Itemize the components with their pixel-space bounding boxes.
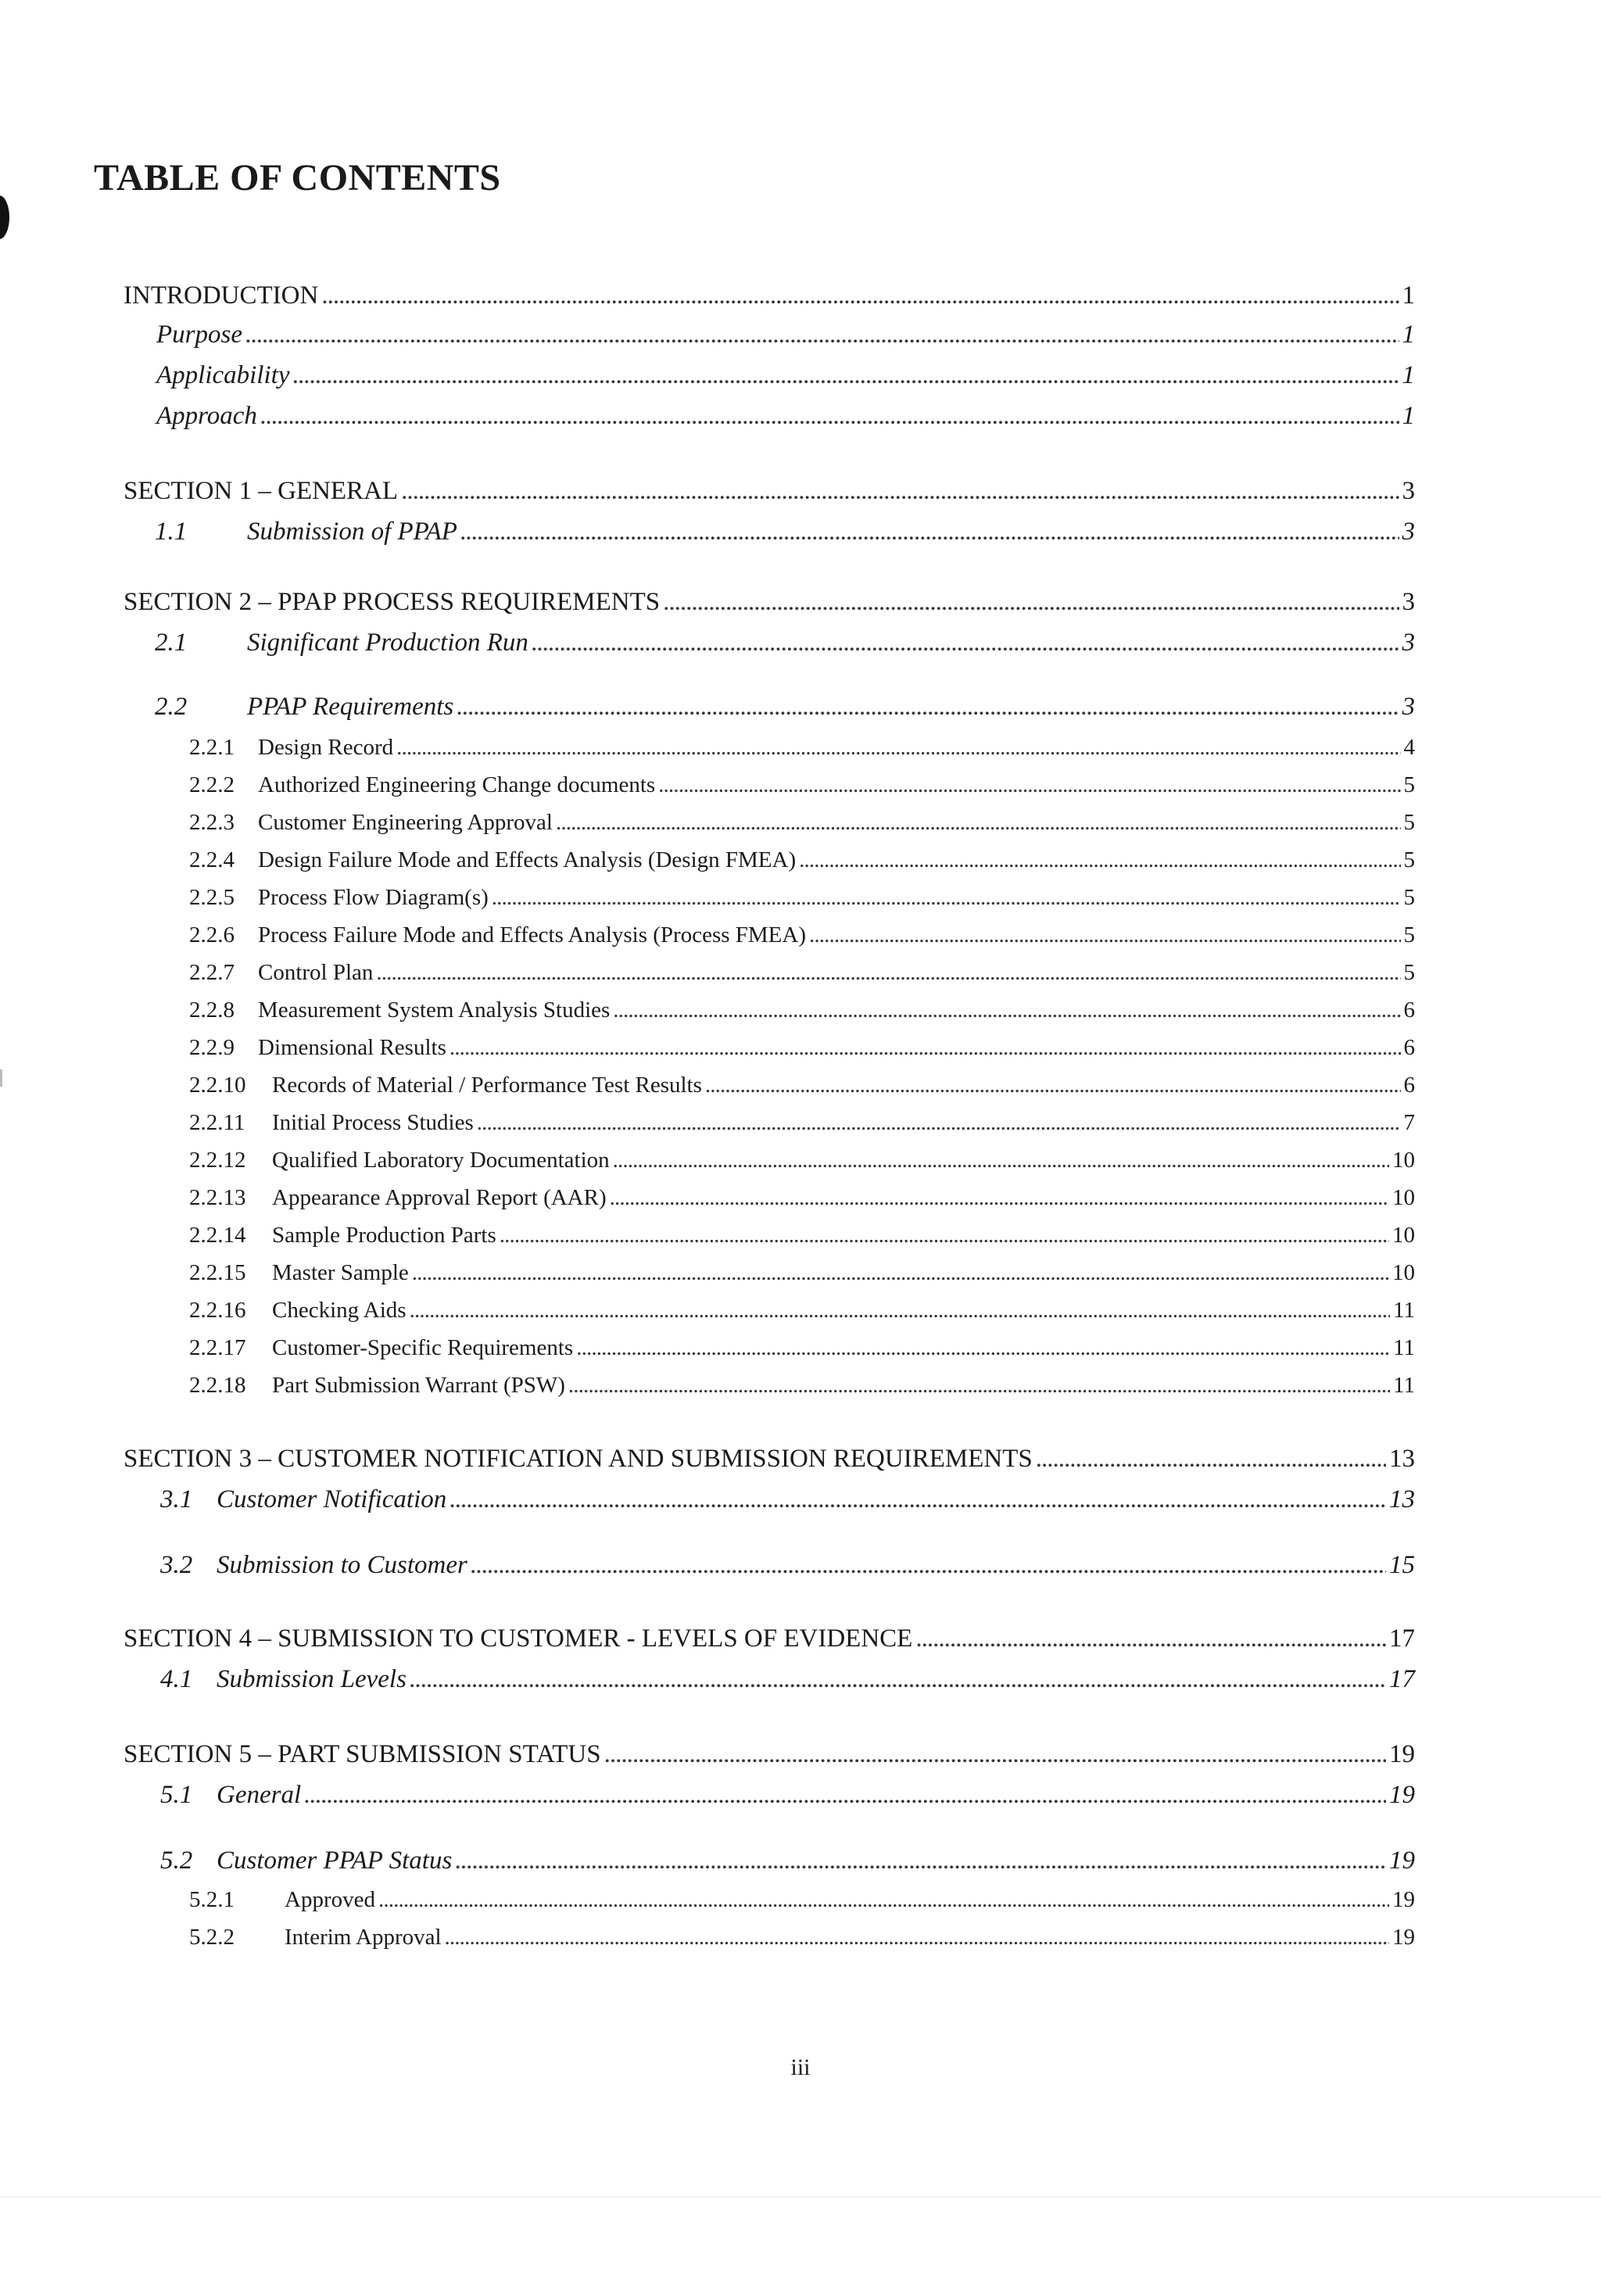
toc-entry-page: 1 [1402,321,1415,349]
toc-entry[interactable] [189,847,1415,873]
toc-entry-page: 17 [1389,1624,1415,1653]
toc-leader-dots [260,402,1399,432]
toc-leader-dots [477,1110,1401,1136]
toc-entry-label: SECTION 2 – PPAP PROCESS REQUIREMENTS [124,588,661,616]
toc-entry[interactable] [160,1551,1415,1581]
toc-entry[interactable] [124,477,1415,507]
toc-entry[interactable] [189,885,1415,911]
toc-entry[interactable] [189,735,1415,761]
toc-entry-page: 4 [1403,735,1415,760]
toc-entry-label: Applicability [156,361,290,389]
toc-entry-label: SECTION 1 – GENERAL [124,477,399,505]
toc-entry-page: 19 [1389,1846,1415,1875]
toc-entry[interactable] [189,1110,1415,1136]
toc-entry-page: 5 [1403,847,1415,872]
toc-entry-label: INTRODUCTION [124,281,319,310]
toc-entry-page: 17 [1389,1665,1415,1693]
toc-leader-dots [412,1260,1389,1286]
toc-entry[interactable] [156,321,1415,350]
toc-entry-number: 2.2.4 [189,847,235,872]
toc-entry[interactable] [124,1624,1415,1654]
toc-entry-page: 11 [1393,1373,1415,1398]
toc-leader-dots [396,735,1400,761]
toc-entry-number: 2.2.3 [189,810,235,835]
toc-entry-page: 5 [1403,810,1415,835]
toc-entry-number: 2.2.10 [189,1073,246,1098]
toc-entry[interactable] [189,1223,1415,1248]
toc-entry-page: 19 [1389,1740,1415,1768]
toc-entry-label: Customer-Specific Requirements [272,1335,574,1360]
toc-entry-page: 7 [1403,1110,1415,1135]
toc-entry-page: 10 [1392,1185,1415,1210]
toc-entry-page: 13 [1389,1445,1415,1473]
toc-entry-label: Design Record [258,735,394,760]
toc-entry-page: 10 [1392,1260,1415,1285]
toc-entry-page: 5 [1403,922,1415,947]
toc-leader-dots [460,518,1399,547]
toc-entry-number: 1.1 [155,518,188,546]
toc-leader-dots [449,1485,1386,1515]
toc-entry-label: Submission of PPAP [247,518,457,546]
toc-entry-number: 2.2.7 [189,960,235,985]
toc-entry[interactable] [189,1373,1415,1399]
toc-leader-dots [576,1335,1390,1361]
toc-entry-label: Qualified Laboratory Documentation [272,1148,610,1173]
toc-leader-dots [500,1223,1389,1248]
toc-leader-dots [915,1624,1386,1654]
toc-entry[interactable] [160,1846,1415,1876]
toc-leader-dots [376,960,1400,986]
toc-entry-page: 19 [1392,1887,1415,1912]
toc-entry[interactable] [124,281,1415,311]
toc-entry[interactable] [155,518,1415,547]
toc-entry-label: SECTION 5 – PART SUBMISSION STATUS [124,1740,601,1768]
toc-leader-dots [401,477,1399,507]
toc-entry[interactable] [189,1298,1415,1324]
toc-entry[interactable] [189,960,1415,986]
toc-leader-dots [378,1887,1389,1913]
toc-entry[interactable] [189,1925,1415,1950]
toc-entry-label: Authorized Engineering Change documents [258,772,656,797]
toc-entry[interactable] [155,629,1415,658]
toc-entry-label: Significant Production Run [247,629,528,657]
toc-entry-label: Design Failure Mode and Effects Analysis (Design FMEA) [258,847,797,872]
toc-entry-number: 2.2.12 [189,1148,246,1173]
toc-entry-page: 5 [1403,885,1415,910]
toc-leader-dots [304,1781,1386,1811]
toc-entry-number: 2.2.15 [189,1260,246,1285]
toc-entry-page: 6 [1403,998,1415,1023]
toc-entry-page: 1 [1402,361,1415,389]
toc-entry[interactable] [155,693,1415,722]
toc-leader-dots [321,281,1399,311]
toc-entry-number: 2.2.9 [189,1035,235,1060]
toc-entry-page: 3 [1402,693,1415,721]
toc-entry[interactable] [189,1260,1415,1286]
toc-leader-dots [449,1035,1401,1061]
toc-leader-dots [445,1925,1389,1950]
toc-leader-dots [658,772,1400,798]
toc-entry-page: 5 [1403,772,1415,797]
toc-leader-dots [457,693,1399,722]
toc-entry[interactable] [189,1185,1415,1211]
toc-entry-number: 3.1 [160,1485,193,1513]
toc-entry[interactable] [160,1665,1415,1695]
toc-leader-dots [492,885,1401,911]
toc-entry[interactable] [156,402,1415,432]
toc-entry[interactable] [189,998,1415,1023]
toc-entry-number: 2.2.6 [189,922,235,947]
toc-entry-number: 2.2 [155,693,188,721]
toc-entry-number: 2.2.18 [189,1373,246,1398]
toc-entry-page: 3 [1402,518,1415,546]
toc-entry[interactable] [124,588,1415,618]
toc-leader-dots [410,1665,1386,1695]
toc-entry-label: Control Plan [258,960,374,985]
toc-entry[interactable] [124,1740,1415,1770]
toc-entry-page: 6 [1403,1073,1415,1098]
toc-leader-dots [799,847,1400,873]
toc-leader-dots [1036,1445,1386,1474]
toc-entry[interactable] [189,922,1415,948]
toc-leader-dots [471,1551,1386,1581]
toc-entry-page: 11 [1393,1335,1415,1360]
toc-entry-number: 4.1 [160,1665,193,1693]
toc-leader-dots [705,1073,1401,1098]
toc-entry-number: 2.2.17 [189,1335,246,1360]
toc-entry-label: SECTION 3 – CUSTOMER NOTIFICATION AND SUBMISSION REQUIREMENTS [124,1445,1033,1473]
toc-entry-number: 3.2 [160,1551,193,1579]
toc-entry-number: 5.2.2 [189,1925,235,1950]
page-title: TABLE OF CONTENTS [94,157,501,199]
toc-entry-number: 2.2.16 [189,1298,246,1323]
toc-entry-number: 5.2.1 [189,1887,235,1912]
toc-leader-dots [809,922,1401,948]
toc-entry-page: 6 [1403,1035,1415,1060]
toc-entry-number: 2.2.11 [189,1110,245,1135]
toc-entry-page: 13 [1389,1485,1415,1513]
toc-entry-label: Submission to Customer [217,1551,467,1579]
toc-entry[interactable] [124,1445,1415,1474]
toc-entry-page: 1 [1402,281,1415,310]
toc-entry-label: Approved [285,1887,375,1912]
toc-leader-dots [613,998,1400,1023]
toc-entry-number: 5.2 [160,1846,193,1875]
toc-entry[interactable] [160,1485,1415,1515]
toc-entry-label: Approach [156,402,257,430]
toc-entry-label: Interim Approval [285,1925,442,1950]
toc-entry-number: 2.2.14 [189,1223,246,1248]
toc-entry-page: 3 [1402,629,1415,657]
toc-entry-label: Checking Aids [272,1298,407,1323]
toc-entry-label: Submission Levels [217,1665,407,1693]
toc-entry-label: Sample Production Parts [272,1223,496,1248]
toc-entry-page: 19 [1389,1781,1415,1809]
toc-entry[interactable] [189,1335,1415,1361]
toc-entry-page: 10 [1392,1148,1415,1173]
toc-entry-page: 1 [1402,402,1415,430]
toc-entry-label: Measurement System Analysis Studies [258,998,611,1023]
toc-entry-label: Customer PPAP Status [217,1846,453,1875]
toc-entry-number: 2.2.8 [189,998,235,1023]
toc-entry-page: 15 [1389,1551,1415,1579]
toc-entry-number: 2.2.5 [189,885,235,910]
toc-entry-page: 3 [1402,588,1415,616]
toc-leader-dots [292,361,1399,391]
toc-leader-dots [410,1298,1390,1324]
toc-entry-page: 10 [1392,1223,1415,1248]
toc-entry[interactable] [189,810,1415,836]
toc-leader-dots [663,588,1399,618]
toc-entry[interactable] [189,1148,1415,1173]
toc-entry-label: Part Submission Warrant (PSW) [272,1373,565,1398]
toc-entry-label: Dimensional Results [258,1035,446,1060]
toc-leader-dots [245,321,1399,350]
toc-leader-dots [556,810,1401,836]
toc-entry-label: Customer Engineering Approval [258,810,553,835]
toc-entry-label: Customer Notification [217,1485,447,1513]
toc-entry[interactable] [189,772,1415,798]
toc-entry-number: 5.1 [160,1781,193,1809]
toc-leader-dots [604,1740,1386,1770]
toc-entry-label: Process Failure Mode and Effects Analysis (Process FMEA) [258,922,806,947]
toc-entry-label: General [217,1781,302,1809]
toc-entry-number: 2.2.1 [189,735,235,760]
toc-entry[interactable] [189,1035,1415,1061]
toc-leader-dots [455,1846,1386,1876]
toc-entry-label: Initial Process Studies [272,1110,474,1135]
toc-entry[interactable] [160,1781,1415,1811]
toc-entry-number: 2.2.13 [189,1185,246,1210]
toc-entry[interactable] [156,361,1415,391]
toc-leader-dots [613,1148,1389,1173]
toc-leader-dots [532,629,1399,658]
toc-entry-page: 11 [1393,1298,1415,1323]
toc-entry-page: 19 [1392,1925,1415,1950]
page-number: iii [790,2054,811,2080]
toc-entry-label: SECTION 4 – SUBMISSION TO CUSTOMER - LEVELS OF EVIDENCE [124,1624,913,1653]
toc-entry-label: Process Flow Diagram(s) [258,885,489,910]
toc-entry-number: 2.1 [155,629,188,657]
toc-entry-label: PPAP Requirements [247,693,454,721]
toc-entry-number: 2.2.2 [189,772,235,797]
toc-entry-label: Master Sample [272,1260,409,1285]
toc-entry-label: Purpose [156,321,242,349]
toc-entry-page: 5 [1403,960,1415,985]
toc-entry[interactable] [189,1887,1415,1913]
toc-leader-dots [610,1185,1389,1211]
toc-entry-label: Appearance Approval Report (AAR) [272,1185,607,1210]
toc-entry-label: Records of Material / Performance Test Results [272,1073,702,1098]
toc-leader-dots [568,1373,1390,1399]
toc-entry[interactable] [189,1073,1415,1098]
toc-entry-page: 3 [1402,477,1415,505]
